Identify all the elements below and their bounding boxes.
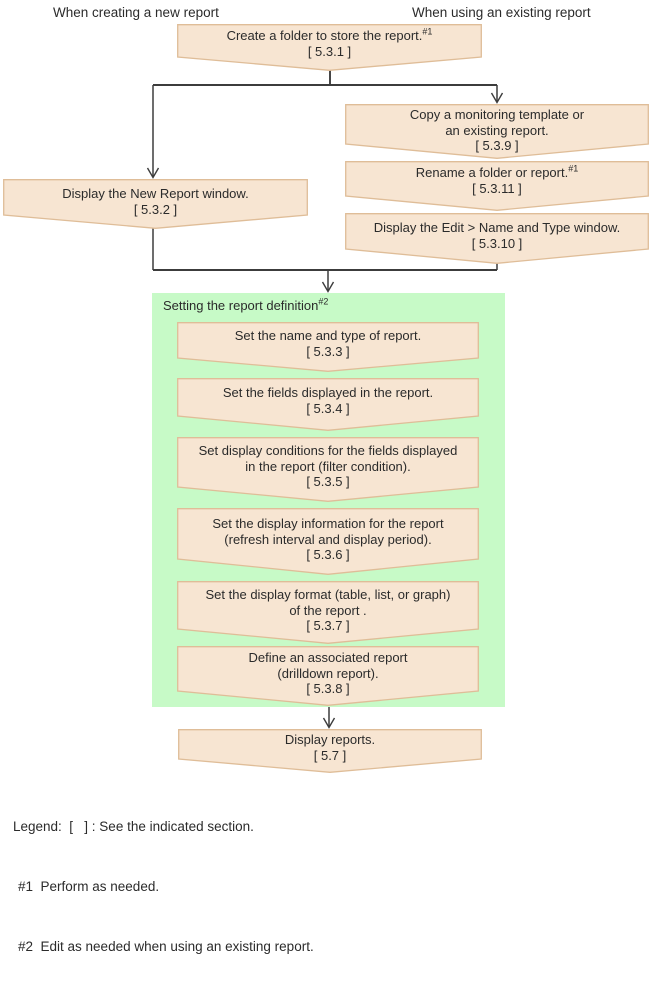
- legend-note-1: #1 Perform as needed.: [18, 879, 160, 894]
- step-define-associated: [177, 646, 479, 706]
- step-section: [ 5.3.4 ]: [306, 400, 350, 416]
- step-text: [345, 104, 649, 159]
- step-create-folder: [177, 24, 482, 71]
- step-label: of the report .: [289, 602, 367, 618]
- step-section: [ 5.3.1 ]: [307, 43, 352, 59]
- step-section: [ 5.3.11 ]: [472, 180, 522, 196]
- legend-title: Legend: [ ] : See the indicated section.: [13, 819, 254, 834]
- step-text: [177, 581, 479, 644]
- step-section: [ 5.3.6 ]: [306, 547, 350, 562]
- step-section: [ 5.3.9 ]: [475, 138, 519, 153]
- step-label: (refresh interval and display period).: [224, 531, 432, 547]
- step-section: [ 5.3.5 ]: [306, 474, 350, 489]
- step-label: Display the New Report window.: [62, 186, 249, 201]
- step-set-display-format: [177, 581, 479, 644]
- step-text: [177, 437, 479, 502]
- step-label: Display reports.: [284, 732, 376, 747]
- step-text: [3, 179, 308, 229]
- step-text: [177, 378, 479, 431]
- step-text: [177, 322, 479, 372]
- header-existing-report: When using an existing report: [412, 5, 591, 20]
- step-section: [ 5.3.3 ]: [306, 343, 350, 359]
- step-label: Define an associated report: [248, 650, 408, 665]
- step-display-reports: [178, 729, 482, 773]
- step-label: Rename a folder or report.$^{\#1}$: [415, 163, 579, 180]
- step-label: Set the fields displayed in the report.: [222, 385, 434, 400]
- step-text: [177, 646, 479, 706]
- step-label: Copy a monitoring template or: [409, 107, 585, 122]
- legend-note-2: #2 Edit as needed when using an existing report.: [18, 939, 314, 954]
- step-label: Set the display information for the report: [212, 516, 444, 531]
- step-section: [ 5.3.10 ]: [471, 235, 523, 251]
- step-label: Create a folder to store the report.$^{\#1}$: [226, 26, 433, 43]
- step-label: Display the Edit > Name and Type window.: [373, 220, 621, 235]
- step-section: [ 5.3.7 ]: [306, 618, 350, 633]
- step-text: [345, 213, 649, 264]
- step-label: in the report (filter condition).: [245, 458, 411, 474]
- step-section: [ 5.7 ]: [313, 747, 347, 763]
- panel-title: Setting the report definition$^{\#2}$: [163, 296, 329, 313]
- step-set-display-info: [177, 508, 479, 575]
- step-set-name-type: [177, 322, 479, 372]
- step-set-fields: [177, 378, 479, 431]
- step-label: an existing report.: [445, 122, 549, 138]
- step-text: [177, 24, 482, 71]
- step-text: [345, 161, 649, 211]
- step-label: (drilldown report).: [277, 665, 379, 681]
- step-section: [ 5.3.8 ]: [306, 681, 350, 696]
- legend: [13, 777, 314, 997]
- step-text: [177, 508, 479, 575]
- header-new-report: When creating a new report: [53, 5, 219, 20]
- step-copy-template: [345, 104, 649, 159]
- step-new-report: [3, 179, 308, 229]
- step-label: Set the display format (table, list, or graph): [205, 587, 451, 602]
- step-label: Set display conditions for the fields displayed: [198, 443, 458, 458]
- step-label: Set the name and type of report.: [234, 328, 422, 343]
- step-rename: [345, 161, 649, 211]
- step-text: [178, 729, 482, 773]
- step-section: [ 5.3.2 ]: [133, 201, 178, 217]
- step-set-conditions: [177, 437, 479, 502]
- step-edit-name-type: [345, 213, 649, 264]
